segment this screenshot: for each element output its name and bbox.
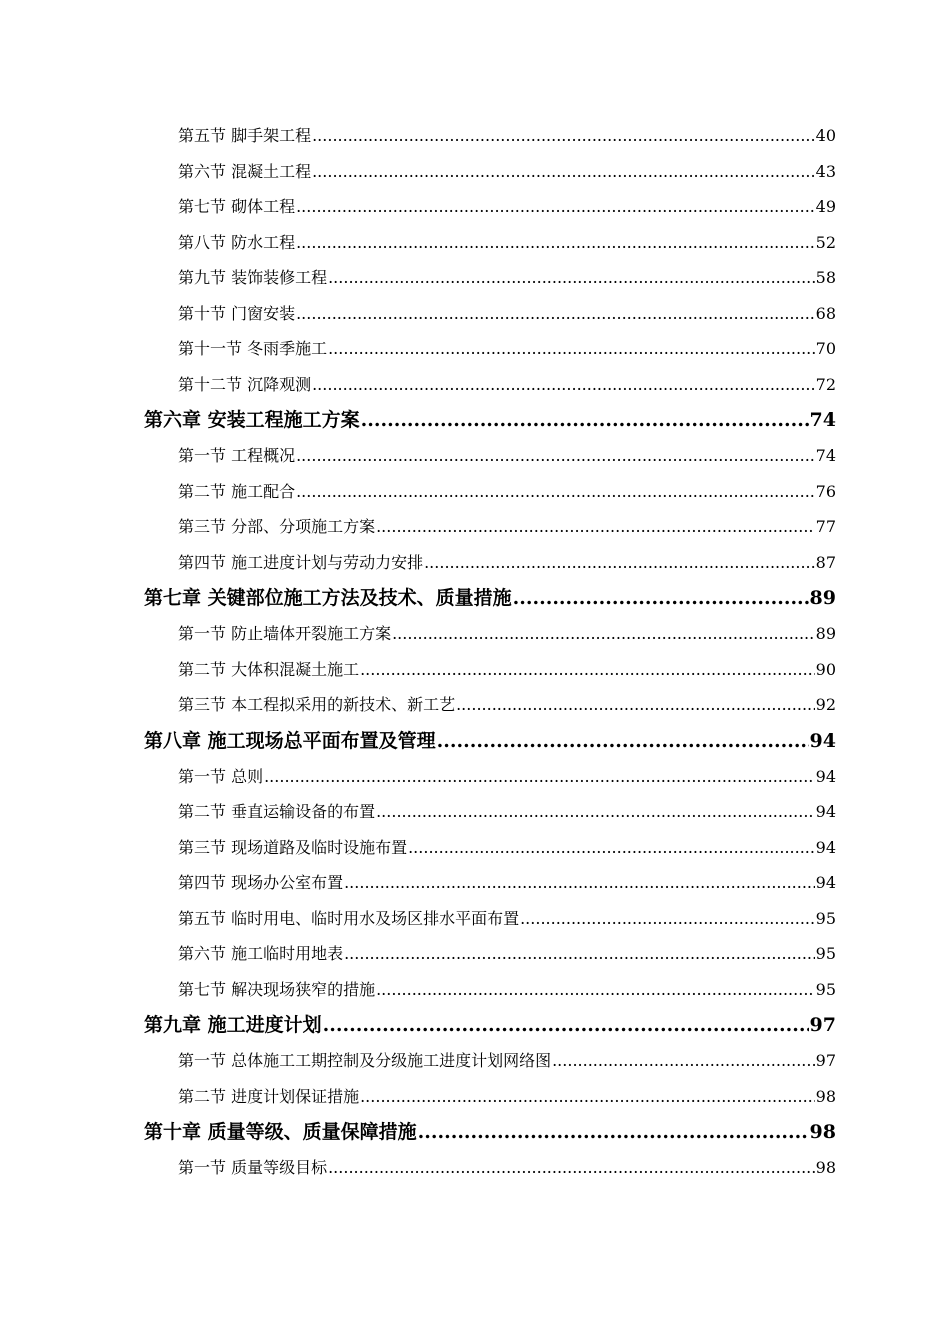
toc-leader-dots	[296, 189, 815, 225]
toc-entry-page: 94	[815, 873, 836, 892]
toc-entry-title: 第五节 脚手架工程	[178, 126, 312, 145]
toc-leader-dots	[296, 225, 815, 261]
toc-entry[interactable]	[144, 331, 836, 367]
toc-entry-title: 第二节 大体积混凝土施工	[178, 659, 360, 679]
toc-leader-dots	[437, 723, 809, 759]
toc-entry-page: 72	[815, 374, 836, 394]
toc-entry-title: 第一节 质量等级目标	[178, 1158, 328, 1177]
toc-entry-page: 52	[815, 232, 836, 252]
toc-entry-page: 98	[815, 1086, 836, 1106]
toc-entry-page: 40	[815, 126, 836, 145]
toc-leader-dots	[376, 972, 815, 1008]
toc-entry[interactable]	[144, 687, 836, 723]
toc-entry[interactable]	[144, 972, 836, 1008]
toc-entry[interactable]	[144, 367, 836, 403]
toc-entry-title: 第一节 总体施工工期控制及分级施工进度计划网络图	[178, 1051, 552, 1070]
toc-leader-dots	[312, 154, 815, 190]
toc-entry-title: 第三节 分部、分项施工方案	[178, 517, 376, 536]
toc-leader-dots	[323, 1007, 809, 1043]
toc-entry-title: 第十一节 冬雨季施工	[178, 339, 328, 358]
toc-entry-page: 95	[815, 944, 836, 963]
toc-leader-dots	[552, 1043, 815, 1079]
toc-entry[interactable]	[144, 1079, 836, 1115]
toc-entry-title: 第八节 防水工程	[178, 232, 296, 252]
toc-leader-dots	[376, 794, 815, 830]
toc-entry-page: 94	[815, 802, 836, 821]
toc-entry-title: 第三节 现场道路及临时设施布置	[178, 837, 408, 857]
toc-leader-dots	[418, 1114, 809, 1150]
toc-entry[interactable]	[144, 509, 836, 545]
toc-entry-title: 第九节 装饰装修工程	[178, 268, 328, 287]
toc-entry[interactable]	[144, 865, 836, 901]
toc-entry[interactable]	[144, 189, 836, 225]
toc-chapter-title: 第六章 安装工程施工方案	[144, 409, 360, 431]
toc-entry-page: 76	[815, 481, 836, 501]
toc-entry[interactable]	[144, 652, 836, 688]
toc-entry-title: 第十二节 沉降观测	[178, 374, 312, 394]
toc-entry-title: 第十节 门窗安装	[178, 303, 296, 323]
toc-entry-page: 43	[815, 161, 836, 181]
table-of-contents	[144, 118, 836, 1186]
toc-entry[interactable]	[144, 154, 836, 190]
toc-entry-page: 89	[815, 624, 836, 643]
toc-chapter-title: 第八章 施工现场总平面布置及管理	[144, 729, 436, 752]
toc-entry-page: 70	[815, 339, 836, 358]
toc-chapter-entry[interactable]	[144, 1007, 836, 1043]
toc-chapter-entry[interactable]	[144, 1114, 836, 1150]
toc-chapter-page: 98	[809, 1121, 836, 1143]
toc-entry-title: 第二节 进度计划保证措施	[178, 1086, 360, 1106]
toc-chapter-entry[interactable]	[144, 723, 836, 759]
toc-entry-page: 90	[815, 659, 836, 679]
toc-entry[interactable]	[144, 759, 836, 795]
toc-entry-title: 第一节 防止墙体开裂施工方案	[178, 624, 392, 643]
toc-entry[interactable]	[144, 545, 836, 581]
toc-entry-title: 第六节 混凝土工程	[178, 161, 312, 181]
toc-entry-page: 77	[815, 517, 836, 536]
toc-leader-dots	[520, 901, 815, 937]
toc-entry-title: 第七节 砌体工程	[178, 197, 296, 216]
toc-chapter-entry[interactable]	[144, 580, 836, 616]
toc-leader-dots	[312, 118, 815, 154]
toc-leader-dots	[456, 687, 815, 723]
toc-leader-dots	[328, 1150, 815, 1186]
toc-entry-page: 95	[815, 979, 836, 999]
toc-leader-dots	[264, 759, 815, 795]
toc-entry-title: 第二节 垂直运输设备的布置	[178, 802, 376, 821]
toc-leader-dots	[312, 367, 815, 403]
toc-entry[interactable]	[144, 296, 836, 332]
toc-chapter-page: 94	[809, 729, 836, 752]
toc-entry-title: 第六节 施工临时用地表	[178, 944, 344, 963]
toc-entry-page: 49	[815, 197, 836, 216]
toc-leader-dots	[296, 474, 815, 510]
toc-leader-dots	[513, 580, 809, 616]
toc-leader-dots	[296, 296, 815, 332]
toc-entry-title: 第一节 总则	[178, 766, 264, 786]
toc-entry-title: 第七节 解决现场狭窄的措施	[178, 979, 376, 999]
toc-chapter-title: 第九章 施工进度计划	[144, 1014, 322, 1036]
toc-entry[interactable]	[144, 225, 836, 261]
toc-leader-dots	[361, 402, 809, 438]
toc-leader-dots	[296, 438, 815, 474]
toc-entry-title: 第四节 现场办公室布置	[178, 873, 344, 892]
toc-entry-page: 92	[815, 695, 836, 714]
toc-entry-page: 68	[815, 303, 836, 323]
toc-entry[interactable]	[144, 1043, 836, 1079]
toc-leader-dots	[408, 830, 815, 866]
toc-entry-title: 第五节 临时用电、临时用水及场区排水平面布置	[178, 908, 520, 928]
toc-entry[interactable]	[144, 1150, 836, 1186]
toc-chapter-title: 第七章 关键部位施工方法及技术、质量措施	[144, 587, 512, 609]
toc-entry-page: 58	[815, 268, 836, 287]
toc-leader-dots	[360, 652, 815, 688]
toc-chapter-page: 74	[809, 409, 836, 431]
toc-entry-page: 87	[815, 552, 836, 572]
toc-entry-page: 94	[815, 766, 836, 786]
toc-entry-page: 74	[815, 446, 836, 465]
toc-entry-title: 第四节 施工进度计划与劳动力安排	[178, 552, 424, 572]
toc-entry[interactable]	[144, 438, 836, 474]
toc-entry-page: 98	[815, 1158, 836, 1177]
toc-entry-title: 第一节 工程概况	[178, 446, 296, 465]
toc-chapter-entry[interactable]	[144, 402, 836, 438]
toc-leader-dots	[376, 509, 815, 545]
toc-leader-dots	[328, 260, 815, 296]
toc-entry[interactable]	[144, 830, 836, 866]
toc-entry-title: 第三节 本工程拟采用的新技术、新工艺	[178, 695, 456, 714]
toc-leader-dots	[344, 936, 815, 972]
toc-entry[interactable]	[144, 936, 836, 972]
toc-chapter-page: 89	[809, 587, 836, 609]
toc-leader-dots	[328, 331, 815, 367]
toc-leader-dots	[424, 545, 815, 581]
toc-chapter-title: 第十章 质量等级、质量保障措施	[144, 1121, 417, 1143]
toc-entry[interactable]	[144, 616, 836, 652]
toc-chapter-page: 97	[809, 1014, 836, 1036]
toc-entry[interactable]	[144, 474, 836, 510]
toc-entry-page: 95	[815, 908, 836, 928]
toc-leader-dots	[344, 865, 815, 901]
toc-entry[interactable]	[144, 118, 836, 154]
toc-entry[interactable]	[144, 794, 836, 830]
toc-entry[interactable]	[144, 260, 836, 296]
toc-entry-page: 94	[815, 837, 836, 857]
toc-leader-dots	[392, 616, 815, 652]
toc-entry[interactable]	[144, 901, 836, 937]
toc-entry-title: 第二节 施工配合	[178, 481, 296, 501]
toc-leader-dots	[360, 1079, 815, 1115]
toc-entry-page: 97	[815, 1051, 836, 1070]
